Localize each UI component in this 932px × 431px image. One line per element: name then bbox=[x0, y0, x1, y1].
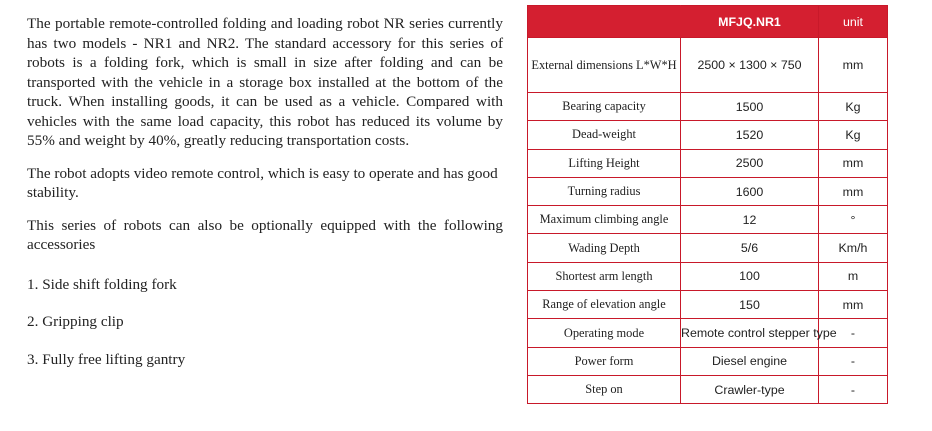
accessory-item-1: 1. Side shift folding fork bbox=[27, 275, 177, 293]
row-value: 1520 bbox=[681, 121, 819, 149]
row-unit: mm bbox=[819, 149, 888, 177]
table-row bbox=[528, 319, 888, 347]
row-unit: - bbox=[819, 375, 888, 403]
row-unit: Km/h bbox=[819, 234, 888, 262]
table-row bbox=[528, 121, 888, 149]
row-unit: mm bbox=[819, 38, 888, 93]
row-value: 12 bbox=[681, 206, 819, 234]
row-value: 5/6 bbox=[681, 234, 819, 262]
row-unit: mm bbox=[819, 291, 888, 319]
accessory-item-2: 2. Gripping clip bbox=[27, 313, 124, 330]
row-unit: mm bbox=[819, 177, 888, 205]
intro-paragraph: The portable remote-controlled folding and loading robot NR series currently has two models - NR1 and NR2. The standard accessory for this series of robots is a folding fork, which is small in size after folding and can be transported with the vehicle in a storage box installed at the bottom of the truck. When installing goods, it can be used as a vehicle. Compared with vehicles with the same load capacity, this robot has reduced its volume by 55% and weight by 40%, greatly reducing transportation costs. bbox=[27, 15, 503, 149]
row-parameter-text: External dimensions L*W*H bbox=[531, 57, 677, 72]
table-row bbox=[528, 347, 888, 375]
row-unit: ° bbox=[819, 206, 888, 234]
table-row bbox=[528, 177, 888, 205]
row-parameter: Maximum climbing angle bbox=[528, 206, 681, 234]
table-row bbox=[528, 262, 888, 290]
row-parameter: Shortest arm length bbox=[528, 262, 681, 290]
accessory-item-3: 3. Fully free lifting gantry bbox=[27, 350, 186, 368]
description-text bbox=[27, 14, 503, 387]
row-unit: m bbox=[819, 262, 888, 290]
table-row bbox=[528, 93, 888, 121]
header-unit: unit bbox=[819, 6, 888, 38]
table-row bbox=[528, 38, 888, 93]
accessories-paragraph: This series of robots can also be optionally equipped with the following accessories bbox=[27, 216, 503, 253]
table-row bbox=[528, 291, 888, 319]
row-value: Crawler-type bbox=[681, 375, 819, 403]
header-model: MFJQ.NR1 bbox=[681, 6, 819, 38]
row-parameter: Lifting Height bbox=[528, 149, 681, 177]
table-row bbox=[528, 234, 888, 262]
spec-table-header bbox=[528, 6, 888, 38]
control-paragraph: The robot adopts video remote control, which is easy to operate and has good stability. bbox=[27, 164, 498, 201]
row-unit: - bbox=[819, 319, 888, 347]
table-row bbox=[528, 375, 888, 403]
row-value: Remote control stepper type bbox=[681, 319, 819, 347]
row-value: Diesel engine bbox=[681, 347, 819, 375]
row-unit: - bbox=[819, 347, 888, 375]
row-value: 150 bbox=[681, 291, 819, 319]
row-parameter: Operating mode bbox=[528, 319, 681, 347]
row-value: 100 bbox=[681, 262, 819, 290]
row-parameter: Dead-weight bbox=[528, 121, 681, 149]
spec-table bbox=[527, 5, 888, 404]
row-value: 1600 bbox=[681, 177, 819, 205]
row-unit: Kg bbox=[819, 93, 888, 121]
table-row bbox=[528, 149, 888, 177]
header-parameter bbox=[528, 6, 681, 38]
row-parameter: Power form bbox=[528, 347, 681, 375]
row-parameter: Wading Depth bbox=[528, 234, 681, 262]
row-value: 2500 bbox=[681, 149, 819, 177]
row-parameter: Bearing capacity bbox=[528, 93, 681, 121]
row-unit: Kg bbox=[819, 121, 888, 149]
row-parameter bbox=[528, 38, 681, 93]
row-value: 2500 × 1300 × 750 bbox=[681, 38, 819, 93]
row-parameter: Range of elevation angle bbox=[528, 291, 681, 319]
table-row bbox=[528, 206, 888, 234]
row-value: 1500 bbox=[681, 93, 819, 121]
row-parameter: Step on bbox=[528, 375, 681, 403]
row-parameter: Turning radius bbox=[528, 177, 681, 205]
